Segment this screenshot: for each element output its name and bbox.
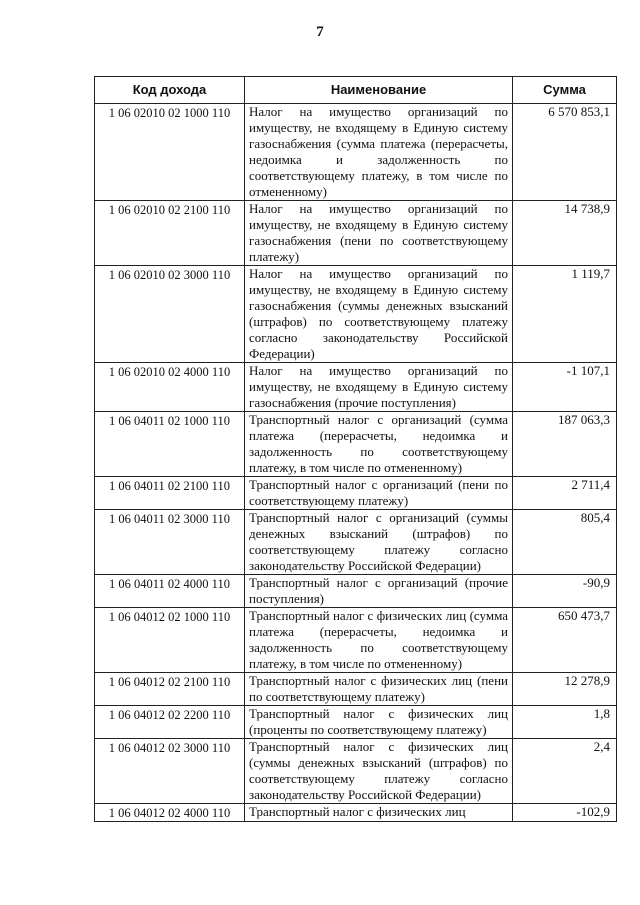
income-code-cell: 1 06 02010 02 2100 110 <box>95 201 245 266</box>
table-row <box>95 673 617 706</box>
name-cell: Транспортный налог с организаций (суммы денежных взысканий (штрафов) по соответствующему платежу согласно законодательству Российской Федерации) <box>245 510 513 575</box>
income-code-cell: 1 06 04011 02 1000 110 <box>95 412 245 477</box>
table-row <box>95 201 617 266</box>
name-cell: Транспортный налог с физических лиц (проценты по соответствующему платежу) <box>245 706 513 739</box>
name-cell: Транспортный налог с физических лиц (суммы денежных взысканий (штрафов) по соответствующему платежу согласно законодательству Российской Федерации) <box>245 739 513 804</box>
name-cell: Транспортный налог с организаций (пени по соответствующему платежу) <box>245 477 513 510</box>
sum-cell: -102,9 <box>513 804 617 822</box>
name-cell: Транспортный налог с физических лиц (сумма платежа (перерасчеты, недоимка и задолженность по соответствующему платежу, в том числе по отмененному) <box>245 608 513 673</box>
income-code-cell: 1 06 04012 02 2200 110 <box>95 706 245 739</box>
revenue-table <box>94 76 617 822</box>
sum-cell: 1 119,7 <box>513 266 617 363</box>
name-cell: Налог на имущество организаций по имуществу, не входящему в Единую систему газоснабжения (пени по соответствующему платежу) <box>245 201 513 266</box>
page-number: 7 <box>316 24 324 40</box>
name-cell: Транспортный налог с физических лиц (пени по соответствующему платежу) <box>245 673 513 706</box>
income-code-cell: 1 06 04012 02 1000 110 <box>95 608 245 673</box>
name-cell: Налог на имущество организаций по имуществу, не входящему в Единую систему газоснабжения (суммы денежных взысканий (штрафов) по соответствующему платежу согласно законодательству Российской Федерации) <box>245 266 513 363</box>
income-code-cell: 1 06 04011 02 3000 110 <box>95 510 245 575</box>
income-code-cell: 1 06 04012 02 2100 110 <box>95 673 245 706</box>
table-row <box>95 608 617 673</box>
sum-cell: 12 278,9 <box>513 673 617 706</box>
sum-cell: 187 063,3 <box>513 412 617 477</box>
table-row <box>95 804 617 822</box>
sum-cell: 6 570 853,1 <box>513 104 617 201</box>
income-code-cell: 1 06 02010 02 1000 110 <box>95 104 245 201</box>
income-code-cell: 1 06 04011 02 4000 110 <box>95 575 245 608</box>
sum-cell: 650 473,7 <box>513 608 617 673</box>
sum-cell: -90,9 <box>513 575 617 608</box>
income-code-cell: 1 06 04011 02 2100 110 <box>95 477 245 510</box>
sum-cell: 805,4 <box>513 510 617 575</box>
table-row <box>95 510 617 575</box>
table-row <box>95 575 617 608</box>
table-row <box>95 477 617 510</box>
sum-cell: -1 107,1 <box>513 363 617 412</box>
table-row <box>95 412 617 477</box>
sum-cell: 2 711,4 <box>513 477 617 510</box>
table-row <box>95 363 617 412</box>
name-cell: Налог на имущество организаций по имуществу, не входящему в Единую систему газоснабжения (прочие поступления) <box>245 363 513 412</box>
name-cell: Налог на имущество организаций по имуществу, не входящему в Единую систему газоснабжения (сумма платежа (перерасчеты, недоимка и задолженность по соответствующему платежу, в том числе по отмененному) <box>245 104 513 201</box>
table-row <box>95 739 617 804</box>
header-name: Наименование <box>245 77 513 104</box>
sum-cell: 1,8 <box>513 706 617 739</box>
table-header-row <box>95 77 617 104</box>
table-row <box>95 266 617 363</box>
name-cell: Транспортный налог с организаций (прочие поступления) <box>245 575 513 608</box>
income-code-cell: 1 06 02010 02 3000 110 <box>95 266 245 363</box>
name-cell: Транспортный налог с организаций (сумма платежа (перерасчеты, недоимка и задолженность по соответствующему платежу, в том числе по отмененному) <box>245 412 513 477</box>
table-row <box>95 104 617 201</box>
header-sum: Сумма <box>513 77 617 104</box>
header-code: Код дохода <box>95 77 245 104</box>
name-cell: Транспортный налог с физических лиц <box>245 804 513 822</box>
income-code-cell: 1 06 02010 02 4000 110 <box>95 363 245 412</box>
income-code-cell: 1 06 04012 02 4000 110 <box>95 804 245 822</box>
table-row <box>95 706 617 739</box>
sum-cell: 14 738,9 <box>513 201 617 266</box>
sum-cell: 2,4 <box>513 739 617 804</box>
income-code-cell: 1 06 04012 02 3000 110 <box>95 739 245 804</box>
